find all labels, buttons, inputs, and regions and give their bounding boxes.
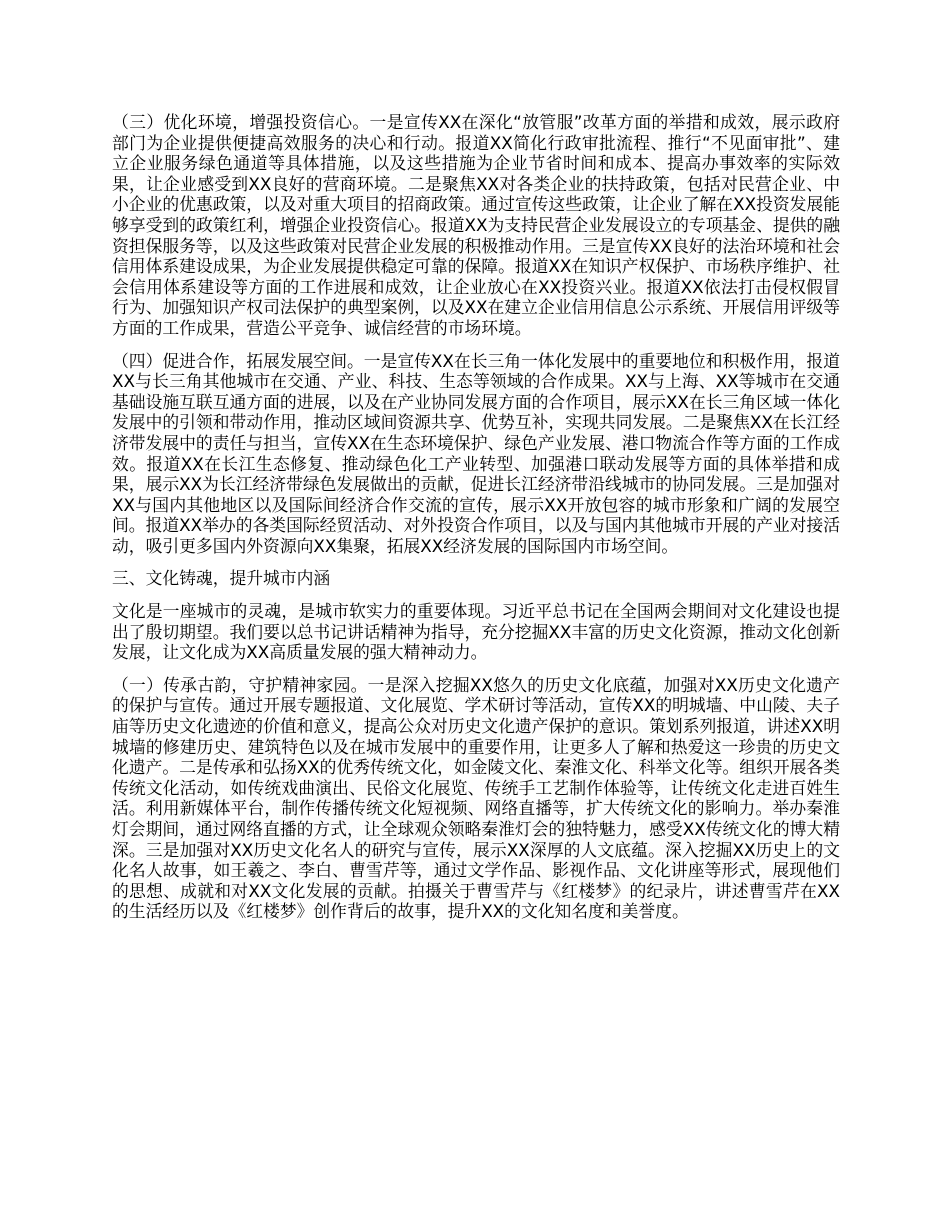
paragraph-culture-intro: 文化是一座城市的灵魂，是城市软实力的重要体现。习近平总书记在全国两会期间对文化建设也提出了殷切期望。我们要以总书记讲话精神为指导，充分挖掘XX丰富的历史文化资源，推动文化创新发展，让文化成为XX高质量发展的强大精神动力。 [112,601,840,663]
paragraph-promote-cooperation: （四）促进合作，拓展发展空间。一是宣传XX在长三角一体化发展中的重要地位和积极作用，报道XX与长三角其他城市在交通、产业、科技、生态等领域的合作成果。XX与上海、XX等城市在交通基础设施互联互通方面的进展，以及在产业协同发展方面的合作项目，展示XX在长三角区域一体化发展中的引领和带动作用，推动区域间资源共享、优势互补，实现共同发展。二是聚焦XX在长江经济带发展中的责任与担当，宣传XX在生态环境保护、绿色产业发展、港口物流合作等方面的工作成效。报道XX在长江生态修复、推动绿色化工产业转型、加强港口联动发展等方面的具体举措和成果，展示XX为长江经济带绿色发展做出的贡献，促进长江经济带沿线城市的协同发展。三是加强对XX与国内其他地区以及国际间经济合作交流的宣传，展示XX开放包容的城市形象和广阔的发展空间。报道XX举办的各类国际经贸活动、对外投资合作项目，以及与国内其他城市开展的产业对接活动，吸引更多国内外资源向XX集聚，拓展XX经济发展的国际国内市场空间。 [112,350,840,556]
section-heading-culture: 三、文化铸魂，提升城市内涵 [112,568,331,589]
paragraph-optimize-environment: （三）优化环境，增强投资信心。一是宣传XX在深化“放管服”改革方面的举措和成效，展示政府部门为企业提供便捷高效服务的决心和行动。报道XX简化行政审批流程、推行“不见面审批”、建立企业服务绿色通道等具体措施，以及这些措施为企业节省时间和成本、提高办事效率的实际效果，让企业感受到XX良好的营商环境。二是聚焦XX对各类企业的扶持政策，包括对民营企业、中小企业的优惠政策，以及对重大项目的招商政策。通过宣传这些政策，让企业了解在XX投资发展能够享受到的政策红利，增强企业投资信心。报道XX为支持民营企业发展设立的专项基金、提供的融资担保服务等，以及这些政策对民营企业发展的积极推动作用。三是宣传XX良好的法治环境和社会信用体系建设成果，为企业发展提供稳定可靠的保障。报道XX在知识产权保护、市场秩序维护、社会信用体系建设等方面的工作进展和成效，让企业放心在XX投资兴业。报道XX依法打击侵权假冒行为、加强知识产权司法保护的典型案例，以及XX在建立企业信用信息公示系统、开展信用评级等方面的工作成果，营造公平竞争、诚信经营的市场环境。 [112,112,840,338]
document-page [112,112,840,934]
paragraph-inherit-tradition: （一）传承古韵，守护精神家园。一是深入挖掘XX悠久的历史文化底蕴，加强对XX历史文化遗产的保护与宣传。通过开展专题报道、文化展览、学术研讨等活动，宣传XX的明城墙、中山陵、夫子庙等历史文化遗迹的价值和意义，提高公众对历史文化遗产保护的意识。策划系列报道，讲述XX明城墙的修建历史、建筑特色以及在城市发展中的重要作用，让更多人了解和热爱这一珍贵的历史文化遗产。二是传承和弘扬XX的优秀传统文化，如金陵文化、秦淮文化、科举文化等。组织开展各类传统文化活动，如传统戏曲演出、民俗文化展览、传统手工艺制作体验等，让传统文化走进百姓生活。利用新媒体平台，制作传播传统文化短视频、网络直播等，扩大传统文化的影响力。举办秦淮灯会期间，通过网络直播的方式，让全球观众领略秦淮灯会的独特魅力，感受XX传统文化的博大精深。三是加强对XX历史文化名人的研究与宣传，展示XX深厚的人文底蕴。深入挖掘XX历史上的文化名人故事，如王羲之、李白、曹雪芹等，通过文学作品、影视作品、文化讲座等形式，展现他们的思想、成就和对XX文化发展的贡献。拍摄关于曹雪芹与《红楼梦》的纪录片，讲述曹雪芹在XX的生活经历以及《红楼梦》创作背后的故事，提升XX的文化知名度和美誉度。 [112,674,840,922]
